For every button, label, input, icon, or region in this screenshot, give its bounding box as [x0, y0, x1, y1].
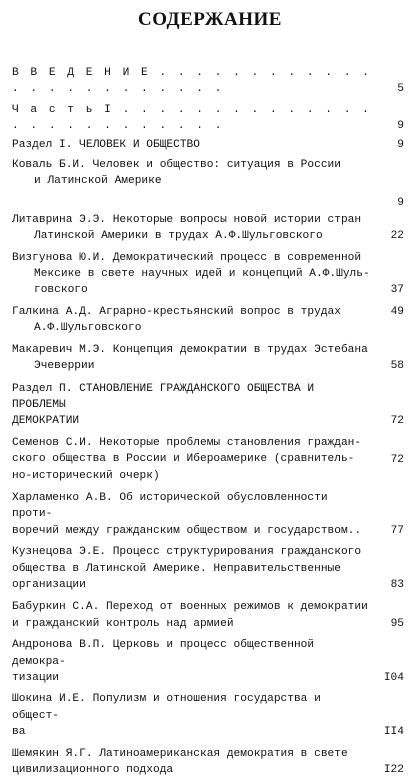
toc-entry-baburkin — [12, 599, 404, 632]
entry-text: Ч а с т ь I . . . . . . . . . . . . . . . . . . . . . . . . . . — [12, 103, 372, 133]
toc-entry-koval — [12, 157, 404, 210]
entry-text-continuation: ДЕМОКРАТИИ — [12, 415, 80, 428]
entry-text: Галкина А.Д. Аграрно-крестьянский вопрос в трудах — [12, 305, 341, 318]
entry-page-number: 9 — [397, 138, 404, 151]
toc-entry-shemyakin — [12, 746, 404, 778]
entry-text-continuation: организации — [12, 578, 86, 591]
entry-text-continuation: А.Ф.Шульговского — [34, 322, 142, 335]
toc-entry-galkina — [12, 304, 404, 337]
entry-text-continuation: Латинской Америки в трудах А.Ф.Шульговского — [34, 230, 323, 243]
toc-entry-section-1 — [12, 137, 404, 153]
toc-entry-litavrina — [12, 212, 404, 245]
entry-text-continuation: общества в Латинской Америке. Неправительственные — [12, 562, 341, 575]
entry-page-number: 22 — [390, 230, 404, 243]
entry-page-number: II4 — [383, 726, 404, 739]
entry-page-number: I22 — [383, 764, 404, 777]
entry-page-number: 83 — [390, 578, 404, 591]
entry-text: Макаревич М.Э. Концепция демократии в трудах Эстебана — [12, 343, 368, 356]
toc-entry-shokina — [12, 691, 404, 740]
entry-text: Кузнецова Э.Е. Процесс структурирования гражданского — [12, 546, 362, 559]
toc-entry-introduction — [12, 65, 404, 98]
entry-text-continuation: и Латинской Америке — [34, 175, 162, 188]
entry-page-number: 95 — [390, 617, 404, 630]
entry-page-number: 49 — [390, 306, 404, 319]
toc-entry-makarevich — [12, 342, 404, 375]
entry-text: Харламенко А.В. Об исторической обусловленности проти- — [12, 491, 328, 521]
entry-text: Семенов С.И. Некоторые проблемы становления граждан- — [12, 436, 362, 449]
entry-page-number: 9 — [397, 197, 404, 210]
entry-text-continuation: и гражданский контроль над армией — [12, 617, 234, 630]
entry-text-continuation: Мексике в свете научных идей и концепций А.Ф.Шуль- — [34, 268, 370, 281]
entry-text-continuation: но-исторический очерк) — [12, 469, 160, 482]
entry-text: Визгунова Ю.И. Демократический процесс в современной — [12, 251, 362, 264]
entry-text-continuation: тизации — [12, 672, 59, 684]
entry-text: Раздел I. ЧЕЛОВЕК И ОБЩЕСТВО — [12, 138, 200, 151]
entry-text: Коваль Б.И. Человек и общество: ситуация в России — [12, 159, 341, 172]
toc-entry-part-1 — [12, 102, 404, 135]
toc-entry-kuznetsova — [12, 544, 404, 593]
entry-text-continuation: Эчеверрии — [34, 360, 95, 373]
entry-text: Литаврина Э.Э. Некоторые вопросы новой истории стран — [12, 213, 362, 226]
entry-page-number: 58 — [390, 360, 404, 373]
entry-page-number: 72 — [390, 453, 404, 466]
table-of-contents — [12, 65, 404, 778]
toc-entry-vizgunova — [12, 250, 404, 299]
entry-text: Андронова В.П. Церковь и процесс общественной демокра- — [12, 639, 315, 668]
entry-text-continuation: цивилизационного подхода — [12, 764, 174, 777]
entry-text: Шокина И.Е. Популизм и отношения государства и общест- — [12, 693, 321, 722]
entry-page-number: 72 — [390, 415, 404, 428]
entry-text-continuation: воречий между гражданским обществом и государством.. — [12, 524, 362, 537]
entry-page-number: 37 — [390, 284, 404, 297]
entry-page-number: I04 — [383, 672, 404, 684]
entry-text: Шемякин Я.Г. Латиноамериканская демократия в свете — [12, 747, 348, 760]
page-title: СОДЕРЖАНИЕ — [138, 9, 282, 30]
toc-entry-section-2 — [12, 381, 404, 430]
entry-text: Раздел П. СТАНОВЛЕНИЕ ГРАЖДАНСКОГО ОБЩЕСТВА И ПРОБЛЕМЫ — [12, 382, 315, 411]
entry-text: В В Е Д Е Н И Е . . . . . . . . . . . . . . . . . . . . . . . . — [12, 67, 372, 96]
entry-text-continuation: говского — [34, 284, 88, 297]
toc-entry-andronova — [12, 637, 404, 686]
entry-text: Бабуркин С.А. Переход от военных режимов к демократии — [12, 601, 368, 614]
toc-entry-semenov — [12, 435, 404, 484]
entry-text-continuation: ва — [12, 726, 26, 739]
entry-page-number: 77 — [390, 524, 404, 537]
toc-entry-kharlamenko — [12, 490, 404, 539]
entry-text-continuation: ского общества в России и Иберoамерике (сравнитель- — [12, 453, 355, 466]
entry-page-number: 5 — [397, 83, 404, 96]
entry-page-number: 9 — [397, 120, 404, 133]
